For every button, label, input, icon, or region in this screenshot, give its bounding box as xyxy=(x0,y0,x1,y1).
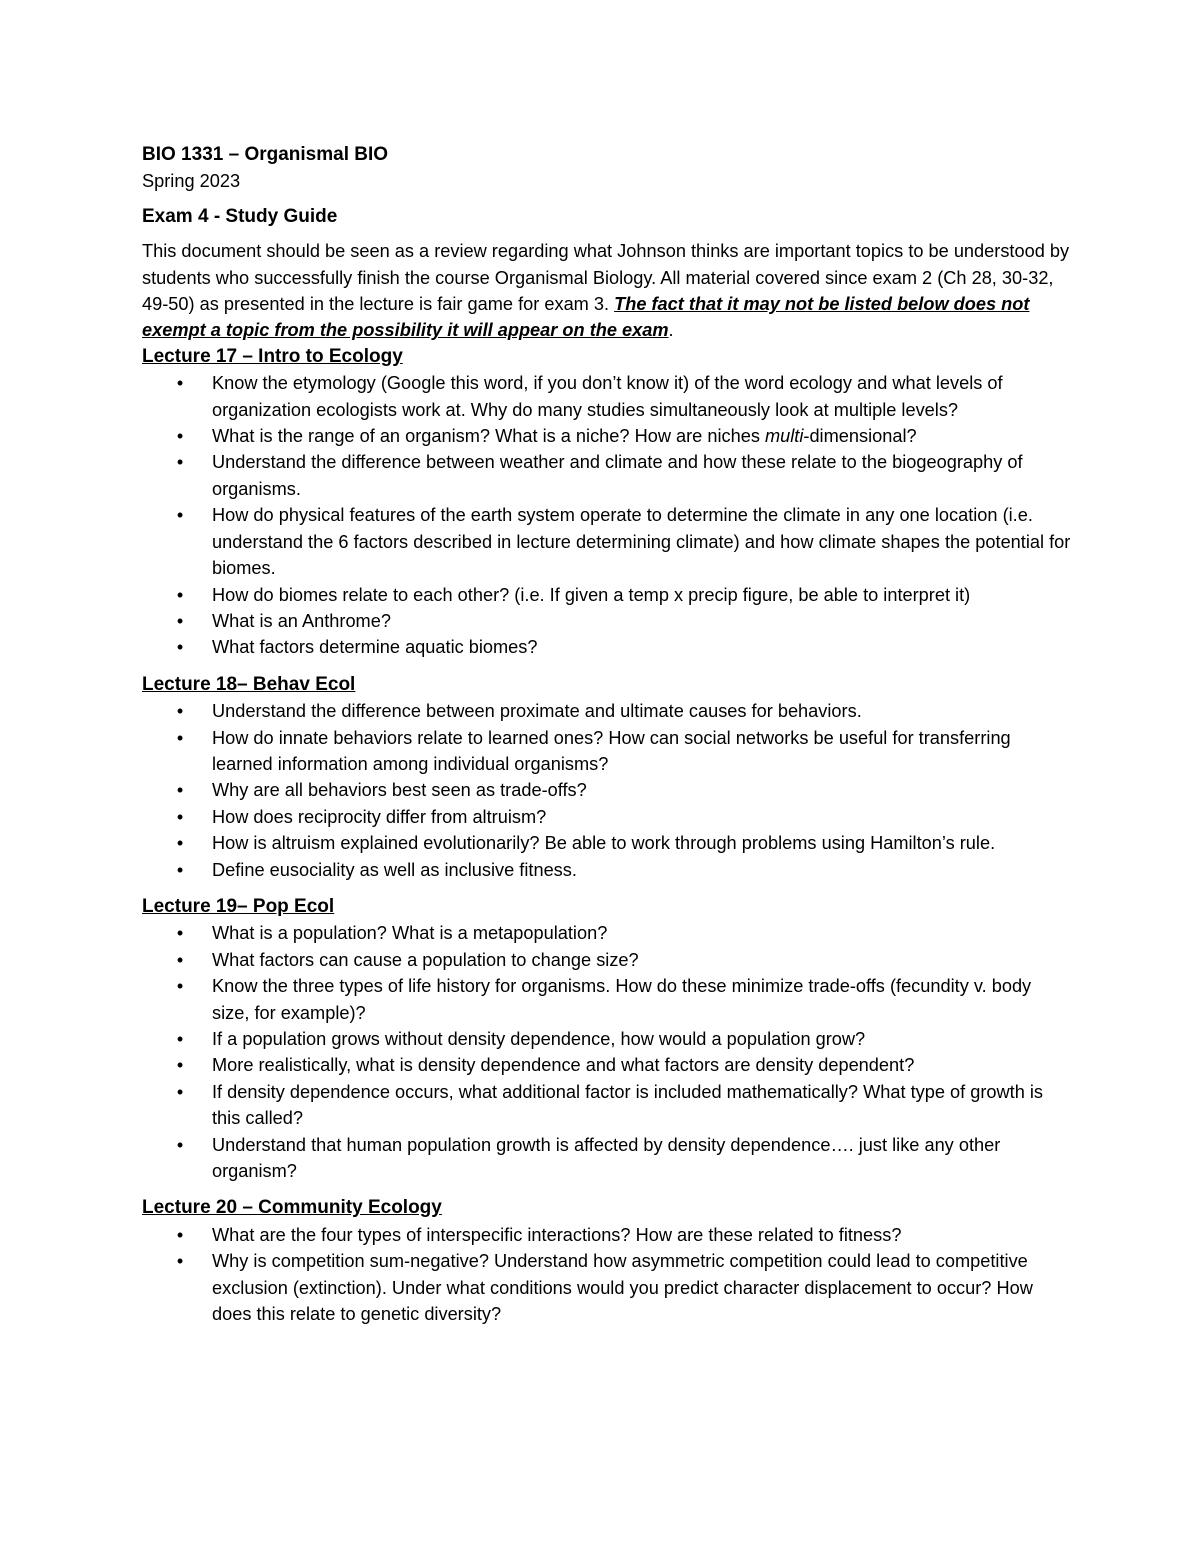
item-text: What is an Anthrome? xyxy=(212,610,391,631)
bullet-icon: • xyxy=(176,1081,184,1102)
bullet-icon: • xyxy=(176,1029,184,1049)
bullet-icon: • xyxy=(176,373,184,394)
bullet-icon: • xyxy=(176,505,184,526)
intro-paragraph xyxy=(142,238,1072,344)
item-text: Understand that human population growth is affected by density dependence…. just like any other organism? xyxy=(212,1134,1001,1182)
item-text: What is a population? What is a metapopulation? xyxy=(212,923,608,944)
list-item xyxy=(142,1132,1072,1185)
list-item xyxy=(142,502,1072,581)
section-heading: Lecture 17 – Intro to Ecology xyxy=(142,345,403,367)
list-item xyxy=(142,634,1072,660)
bullet-icon: • xyxy=(176,584,184,605)
list-item xyxy=(142,1222,1072,1248)
bullet-icon: • xyxy=(176,976,184,997)
section-heading: Lecture 19– Pop Ecol xyxy=(142,895,335,917)
item-text: What are the four types of interspecific interactions? How are these related to fitness? xyxy=(212,1224,902,1245)
bullet-icon: • xyxy=(176,727,184,748)
item-text: Understand the difference between proximate and ultimate causes for behaviors. xyxy=(212,701,862,722)
list-item xyxy=(142,1026,1072,1052)
list-item xyxy=(142,1052,1072,1078)
list-item xyxy=(142,423,1072,449)
list-item xyxy=(142,698,1072,724)
bullet-icon: • xyxy=(176,1134,184,1155)
list-item xyxy=(142,947,1072,973)
intro-warning: The fact that it may not be listed below does not exempt a topic from the possibility it will appear on the exam xyxy=(142,294,1030,341)
bullet-icon: • xyxy=(176,780,184,801)
lecture-section xyxy=(142,344,1072,661)
list-item xyxy=(142,804,1072,830)
bullet-icon: • xyxy=(176,1224,184,1245)
list-item xyxy=(142,777,1072,803)
bullet-icon: • xyxy=(176,806,184,827)
item-text: Know the etymology (Google this word, if you don’t know it) of the word ecology and what levels of organization ecologists work at. Why do many studies simultaneously look at multiple levels? xyxy=(212,373,1003,420)
item-text: If density dependence occurs, what additional factor is included mathematically? What type of growth is this called? xyxy=(212,1081,1044,1129)
bullet-icon: • xyxy=(176,859,184,880)
item-text: Define eusociality as well as inclusive fitness. xyxy=(212,859,577,880)
item-text: How does reciprocity differ from altruism? xyxy=(212,806,547,827)
item-text: How do innate behaviors relate to learned ones? How can social networks be useful for transferring learned information among individual organisms? xyxy=(212,727,1011,774)
item-text: Know the three types of life history for organisms. How do these minimize trade-offs (fecundity v. body size, for example)? xyxy=(212,976,1032,1023)
bullet-list xyxy=(142,1222,1072,1328)
item-text: If a population grows without density dependence, how would a population grow? xyxy=(212,1029,866,1049)
document-page xyxy=(142,142,1072,1327)
list-item xyxy=(142,1248,1072,1327)
list-item xyxy=(142,920,1072,946)
term-label: Spring 2023 xyxy=(142,171,241,192)
list-item xyxy=(142,608,1072,634)
lecture-section xyxy=(142,1195,1072,1327)
list-item xyxy=(142,725,1072,778)
list-item xyxy=(142,582,1072,608)
intro-end: . xyxy=(668,320,674,341)
bullet-icon: • xyxy=(176,426,184,447)
item-text: What factors determine aquatic biomes? xyxy=(212,637,538,658)
bullet-icon: • xyxy=(176,1055,184,1076)
lecture-section xyxy=(142,672,1072,883)
item-text: Why are all behaviors best seen as trade-offs? xyxy=(212,780,587,801)
course-title: BIO 1331 – Organismal BIO xyxy=(142,144,389,165)
bullet-list xyxy=(142,920,1072,1184)
bullet-icon: • xyxy=(176,610,184,631)
lecture-section xyxy=(142,894,1072,1184)
item-text: What factors can cause a population to change size? xyxy=(212,949,639,970)
item-text: How is altruism explained evolutionarily? Be able to work through problems using Hamilton’s rule. xyxy=(212,833,996,854)
exam-title: Exam 4 - Study Guide xyxy=(142,205,338,227)
item-text: More realistically, what is density dependence and what factors are density dependent? xyxy=(212,1055,915,1076)
bullet-icon: • xyxy=(176,452,184,473)
study-sections xyxy=(142,344,1072,1328)
item-text: What is the range of an organism? What is a niche? How are niches xyxy=(212,426,765,447)
bullet-list xyxy=(142,370,1072,660)
bullet-icon: • xyxy=(176,701,184,722)
item-emphasis: multi xyxy=(764,426,804,447)
list-item xyxy=(142,973,1072,1026)
item-text: -dimensional? xyxy=(803,426,917,447)
bullet-icon: • xyxy=(176,833,184,854)
bullet-icon: • xyxy=(176,923,184,944)
bullet-list xyxy=(142,698,1072,883)
item-text: Understand the difference between weather and climate and how these relate to the biogeography of organisms. xyxy=(212,452,1023,499)
intro-text: This document should be seen as a review regarding what Johnson thinks are important topics to be understood by students who successfully finish the course Organismal Biology. All material covered since exam 2 (Ch 28, 30-32, 49-50) as presented in the lecture is fair game for exam 3. xyxy=(142,241,1070,315)
item-text: How do physical features of the earth system operate to determine the climate in any one location (i.e. understand the 6 factors described in lecture determining climate) and how climate shapes the potential for biomes. xyxy=(212,505,1071,579)
bullet-icon: • xyxy=(176,637,184,658)
section-heading: Lecture 20 – Community Ecology xyxy=(142,1197,442,1219)
list-item xyxy=(142,857,1072,883)
item-text: How do biomes relate to each other? (i.e. If given a temp x precip figure, be able to interpret it) xyxy=(212,584,971,605)
section-heading: Lecture 18– Behav Ecol xyxy=(142,673,356,695)
list-item xyxy=(142,830,1072,856)
bullet-icon: • xyxy=(176,949,184,970)
list-item xyxy=(142,449,1072,502)
list-item xyxy=(142,1079,1072,1132)
list-item xyxy=(142,370,1072,423)
item-text: Why is competition sum-negative? Understand how asymmetric competition could lead to competitive exclusion (extinction). Under what conditions would you predict character displacement to occur? How does this relate to genetic diversity? xyxy=(212,1251,1033,1325)
bullet-icon: • xyxy=(176,1251,184,1272)
